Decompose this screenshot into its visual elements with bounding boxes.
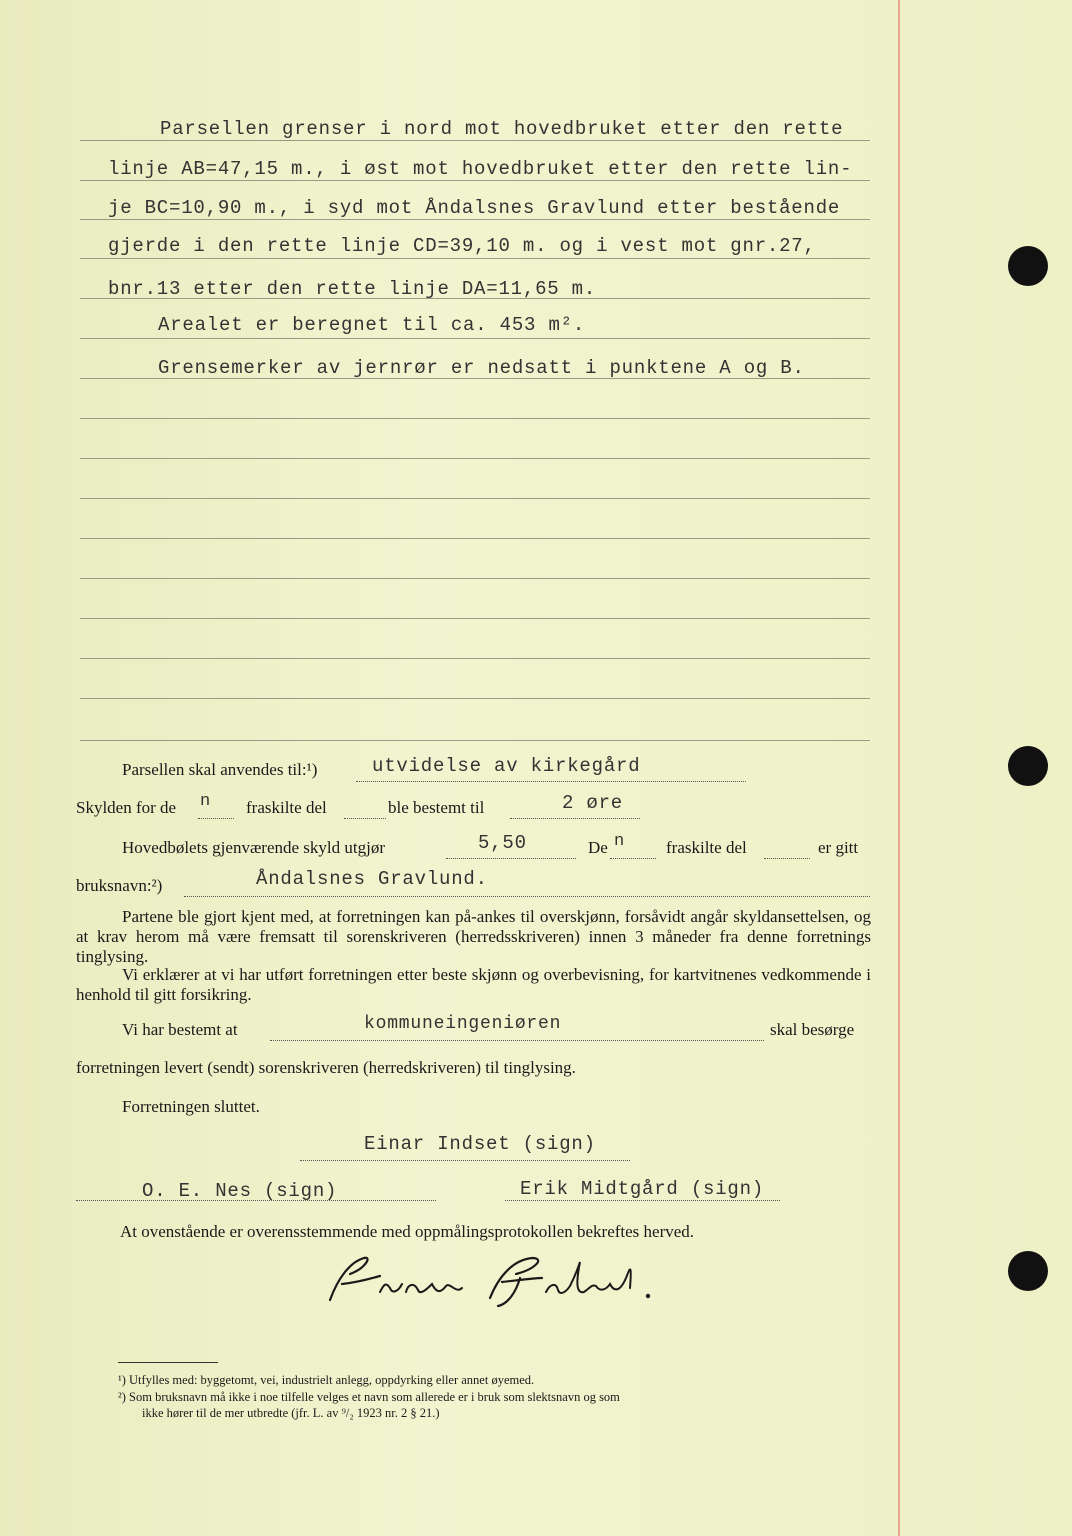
signer-3: Erik Midtgård (sign)	[520, 1178, 765, 1200]
ruled-line	[80, 740, 870, 741]
ruled-line	[80, 698, 870, 699]
typed-line-1: Parsellen grenser i nord mot hovedbruket etter den rette	[160, 118, 844, 140]
footnote-1: ¹) Utfylles med: byggetomt, vei, industrielt anlegg, oppdyrking eller annet øyemed.	[118, 1373, 535, 1387]
typed-line-2: linje AB=47,15 m., i øst mot hovedbruket etter den rette lin-	[108, 158, 853, 180]
appeal-paragraph: Partene ble gjort kjent med, at forretningen kan på-ankes til overskjønn, forsåvidt angår skyldansettelsen, og at krav herom må være fremsatt til sorenskriveren (herredsskriveren) innen 3 måneder fra denne forretnings tinglysing.	[76, 907, 871, 966]
binder-hole	[1008, 746, 1048, 786]
ruled-line	[80, 498, 870, 499]
den-label: De	[588, 838, 608, 857]
delivery-line: forretningen levert (sendt) sorenskriveren (herredskriveren) til tinglysing.	[76, 1058, 576, 1077]
ruled-line	[80, 338, 870, 339]
closed-line: Forretningen sluttet.	[122, 1097, 260, 1116]
ruled-line	[80, 578, 870, 579]
tax-label-2: fraskilte del	[246, 798, 327, 817]
binder-hole	[1008, 246, 1048, 286]
responsible-suffix: skal besørge	[770, 1020, 855, 1039]
boundary-marker-line: Grensemerker av jernrør er nedsatt i punktene A og B.	[158, 357, 805, 379]
responsible-value: kommuneingeniøren	[364, 1014, 562, 1034]
remaining-value: 5,50	[478, 832, 527, 854]
signer-1: Einar Indset (sign)	[364, 1133, 596, 1155]
ruled-line	[80, 180, 870, 181]
use-value: utvidelse av kirkegård	[372, 755, 641, 777]
area-line: Arealet er beregnet til ca. 453 m².	[158, 314, 586, 336]
remaining-label-3: er gitt	[818, 838, 859, 857]
tax-label-1: Skylden for de	[76, 798, 177, 817]
typed-line-5: bnr.13 etter den rette linje DA=11,65 m.	[108, 278, 597, 300]
ruled-line	[80, 618, 870, 619]
footnote-2: ²) Som bruksnavn må ikke i noe tilfelle velges et navn som allerede er i bruk som slektsnavn og som	[118, 1390, 620, 1404]
binder-hole	[1008, 1251, 1048, 1291]
use-label: Parsellen skal anvendes til:¹)	[122, 760, 318, 779]
margin-line	[898, 0, 900, 1536]
typed-line-3: je BC=10,90 m., i syd mot Åndalsnes Gravlund etter bestående	[108, 197, 841, 219]
footnote-2-cont: ikke hører til de mer utbredte (jfr. L. av ⁹/₂ 1923 nr. 2 § 21.)	[142, 1406, 440, 1420]
ruled-line	[80, 538, 870, 539]
handwritten-signature	[320, 1248, 660, 1318]
tax-label-3: ble bestemt til	[388, 798, 485, 817]
ruled-line	[80, 140, 870, 141]
ruled-line	[80, 258, 870, 259]
ruled-line	[80, 458, 870, 459]
ruled-line	[80, 658, 870, 659]
name-value: Åndalsnes Gravlund.	[256, 868, 488, 890]
typed-line-4: gjerde i den rette linje CD=39,10 m. og i vest mot gnr.27,	[108, 235, 816, 257]
certification-line: At ovenstående er overensstemmende med oppmålingsprotokollen bekreftes herved.	[120, 1222, 695, 1241]
ruled-line	[80, 418, 870, 419]
name-label: bruksnavn:²)	[76, 876, 163, 895]
signer-2: O. E. Nes (sign)	[142, 1180, 338, 1202]
declaration-paragraph: Vi erklærer at vi har utført forretningen etter beste skjønn og overbevisning, for kartvitnenes vedkommende i henhold til gitt forsikring.	[76, 965, 871, 1004]
footnote-rule	[118, 1362, 218, 1363]
remaining-label-2: fraskilte del	[666, 838, 747, 857]
ruled-line	[80, 219, 870, 220]
tax-value: 2 øre	[562, 792, 624, 814]
responsible-label: Vi har bestemt at	[122, 1020, 238, 1039]
remaining-label: Hovedbølets gjenværende skyld utgjør	[122, 838, 385, 857]
den-value: n	[614, 832, 626, 851]
tax-suffix-value: n	[200, 792, 212, 811]
